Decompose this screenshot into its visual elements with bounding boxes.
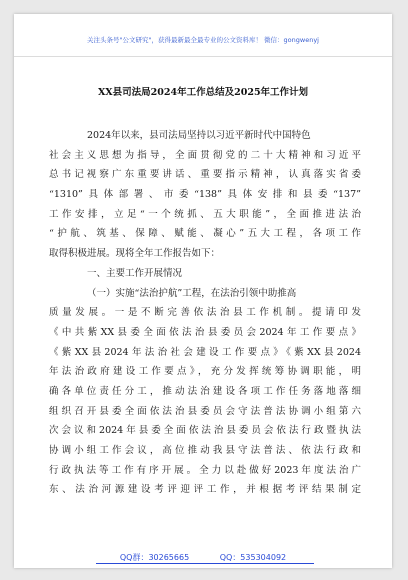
paragraph-line: 年法治政府建设工作要点》，充分发挥统筹协调职能，明 — [49, 366, 361, 378]
paragraph-line: 2024年以来，县司法局坚持以习近平新时代中国特色 — [87, 130, 311, 141]
document-title: XX县司法局2024年工作总结及2025年工作计划 — [97, 87, 309, 98]
document-page — [14, 14, 392, 568]
footer-contact — [14, 552, 392, 563]
paragraph-line: “护航、筑基、保障、赋能、凝心”五大工程，各项工作 — [49, 228, 361, 240]
paragraph-line: 社会主义思想为指导，全面贯彻党的二十大精神和习近平 — [49, 149, 361, 161]
paragraph-line: 确各单位责任分工，推动法治建设各项工作任务落地落细 — [49, 385, 361, 397]
header-banner: 关注头条号"公文研究"，获得最新最全最专业的公文资料库！ 微信：gongwenyj — [87, 36, 319, 44]
paragraph-line: “1310”具体部署、市委“138”具体安排和县委“137” — [49, 189, 361, 201]
paragraph-line: 质量发展。一是不断完善依法治县工作机制。提请印发 — [49, 307, 361, 319]
paragraph-line: 取得积极进展。现将全年工作报告如下： — [49, 248, 221, 260]
paragraph-line: 次会议和2024年县委全面依法治县委员会依法行政暨执法 — [49, 425, 361, 437]
paragraph-line: （一）实施“法治护航”工程，在法治引领中助推高 — [87, 287, 297, 299]
paragraph-line: 东、法治河源建设考评迎评工作，并根据考评结果制定 — [49, 484, 361, 496]
document-body — [49, 126, 361, 500]
footer-underline — [96, 563, 314, 564]
paragraph-line: 总书记视察广东重要讲话、重要指示精神，认真落实省委 — [49, 169, 361, 181]
paragraph-line: 工作安排，立足“一个统抓、五大职能”，全面推进法治 — [49, 208, 361, 220]
paragraph-line: 行政执法等工作有序开展。全力以赴做好2023年度法治广 — [49, 464, 361, 476]
paragraph-line: 《紫XX县2024年法治社会建设工作要点》《紫XX县2024 — [49, 346, 361, 358]
paragraph-line: 协调小组工作会议，高位推动我县守法普法、依法行政和 — [49, 445, 361, 456]
footer-qq-group: QQ群：30265665 — [119, 553, 190, 562]
paragraph-line: 组织召开县委全面依法治县委员会守法普法协调小组第六 — [49, 405, 361, 417]
paragraph-line: 《中共紫XX县委全面依法治县委员会2024年工作要点》 — [49, 326, 361, 338]
footer-qq: QQ：535304092 — [219, 553, 287, 562]
section-heading: 一、主要工作开展情况 — [87, 267, 183, 279]
header-divider — [14, 56, 392, 57]
